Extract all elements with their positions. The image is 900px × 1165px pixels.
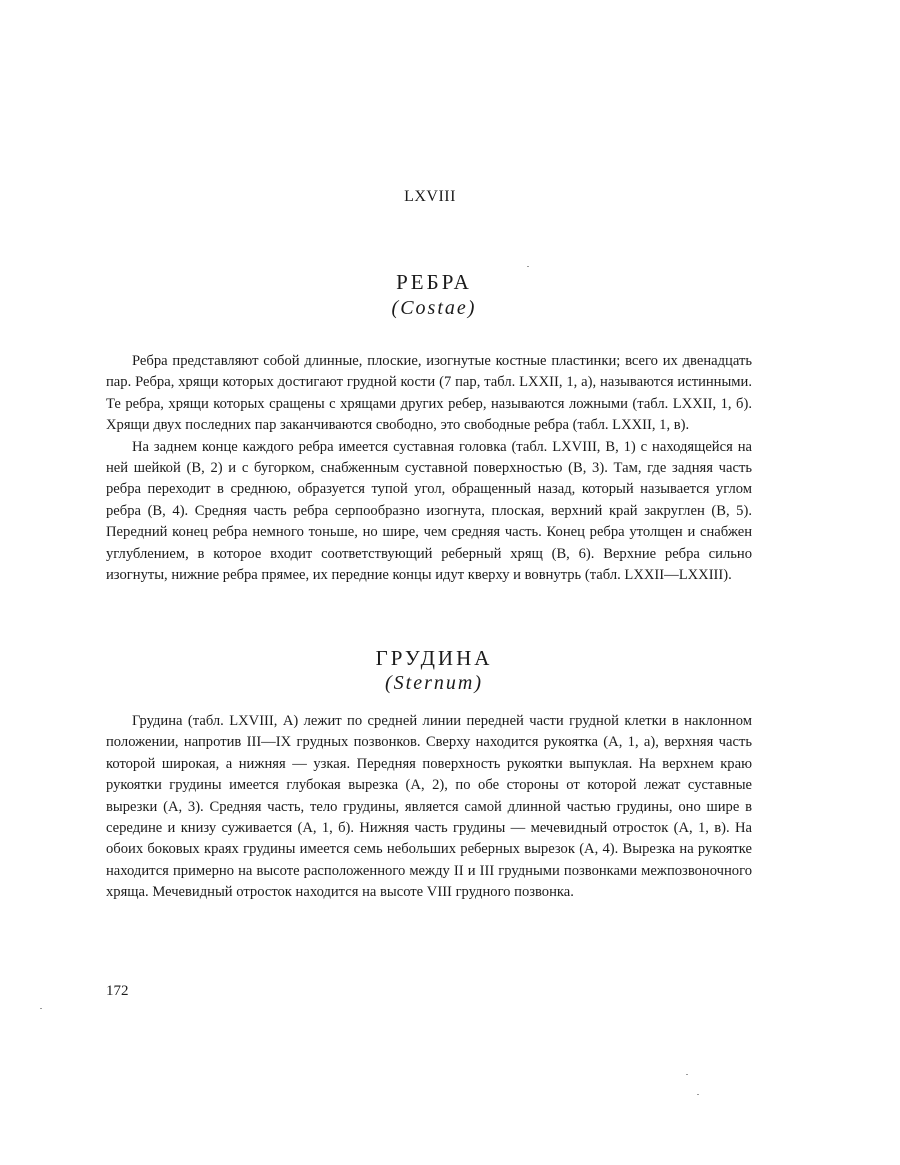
plate-number: LXVIII (404, 188, 456, 205)
text-block-sternum (106, 711, 752, 904)
paragraph: На заднем конце каждого ребра имеется суставная головка (табл. LXVIII, В, 1) с находящейся на ней шейкой (В, 2) и с бугорком, снабженным суставной поверхностью (В, 3). Там, где задняя часть ребра переходит в среднюю, образуется тупой угол, обращенный назад, который называется углом ребра (В, 4). Средняя часть ребра серпообразно изогнута, плоская, верхний край закруглен (В, 5). Передний конец ребра немного тоньше, но шире, чем средняя часть. Конец ребра утолщен и снабжен углублением, в которое входит соответствующий реберный хрящ (В, 6). Верхние ребра сильно изогнуты, нижние ребра прямее, их передние концы идут кверху и вовнутрь (табл. LXXII—LXXIII). (106, 438, 752, 584)
scan-speck (40, 1008, 42, 1009)
scan-speck (686, 1074, 688, 1075)
section-title-ribs: РЕБРА (396, 270, 472, 294)
scan-speck (527, 266, 529, 267)
paragraph: Грудина (табл. LXVIII, А) лежит по средней линии передней части грудной клетки в наклонном положении, напротив III—IX грудных позвонков. Сверху находится рукоятка (А, 1, а), верхняя часть которой широкая, а нижняя — узкая. Передняя поверхность рукоятки выпуклая. На верхнем краю рукоятки грудины имеется глубокая вырезка (А, 2), по обе стороны от которой лежат суставные вырезки (А, 3). Средняя часть, тело грудины, является самой длинной частью грудины, оно шире в середине и книзу суживается (А, 1, б). Нижняя часть грудины — мечевидный отросток (А, 1, в). На обоих боковых краях грудины имеется семь небольших реберных вырезок (А, 4). Вырезка на рукоятке находится примерно на высоте расположенного между II и III грудными позвонками межпозвоночного хряща. Мечевидный отросток находится на высоте VIII грудного позвонка. (106, 713, 752, 901)
section-subtitle-ribs: (Costae) (391, 297, 477, 319)
text-block-ribs (106, 351, 752, 586)
section-subtitle-sternum: (Sternum) (385, 672, 483, 694)
section-title-sternum: ГРУДИНА (375, 646, 493, 670)
paragraph: Ребра представляют собой длинные, плоские, изогнутые костные пластинки; всего их двенадцать пар. Ребра, хрящи которых достигают грудной кости (7 пар, табл. LXXII, 1, а), называются истинными. Те ребра, хрящи которых сращены с хрящами других ребер, называются ложными (табл. LXXII, 1, б). Хрящи двух последних пар заканчиваются свободно, это свободные ребра (табл. LXXII, 1, в). (106, 353, 752, 434)
page-number: 172 (106, 983, 129, 999)
scan-speck (697, 1094, 699, 1095)
